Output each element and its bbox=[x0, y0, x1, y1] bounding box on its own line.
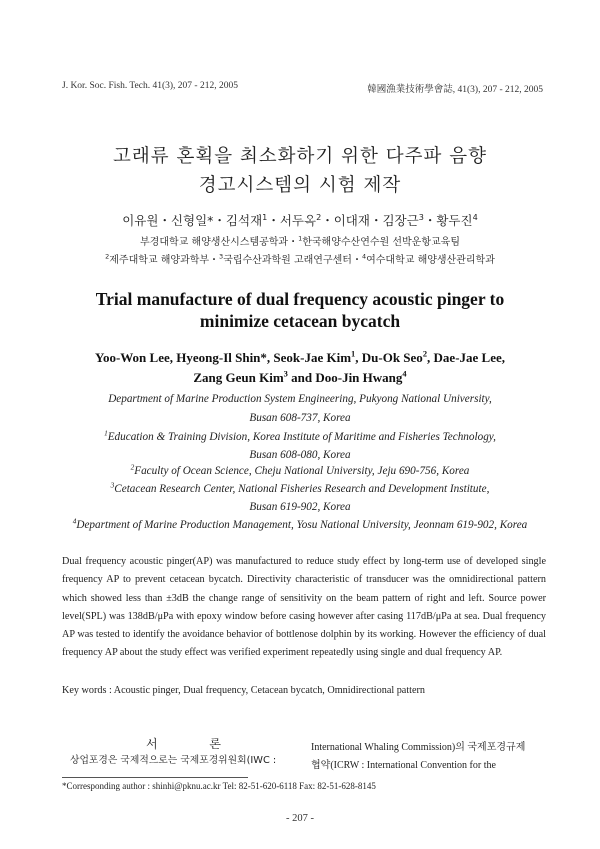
footnote: *Corresponding author : shinhi@pknu.ac.kr Tel: 82-51-620-6118 Fax: 82-51-628-8145 bbox=[62, 781, 376, 791]
affiliation-mark: 2 bbox=[316, 211, 322, 222]
affiliation-mark: 3 bbox=[110, 481, 115, 490]
keywords: Key words : Acoustic pinger, Dual frequency, Cetacean bycatch, Omnidirectional pattern bbox=[62, 685, 426, 696]
affiliation-mark: 4 bbox=[472, 211, 478, 222]
affiliation-mark: 3 bbox=[219, 252, 224, 261]
journal-header-left: J. Kor. Soc. Fish. Tech. 41(3), 207 - 212, 2005 bbox=[62, 81, 238, 91]
english-authors-line1 bbox=[0, 350, 600, 366]
english-author-text: Zang Geun Kim bbox=[193, 370, 284, 385]
korean-author-text: ・이대재・김장근 bbox=[321, 213, 419, 228]
korean-affiliation-line1 bbox=[0, 233, 600, 248]
affiliation-text: Faculty of Ocean Science, Cheju National University, Jeju 690-756, Korea bbox=[134, 465, 470, 477]
affiliation-0-line1: Department of Marine Production System Engineering, Pukyong National University, bbox=[108, 393, 492, 405]
korean-aff-text: 국립수산과학원 고래연구센터・ bbox=[223, 255, 362, 266]
body-text-right-line2: 협약(ICRW : International Convention for the bbox=[311, 760, 496, 771]
korean-aff-text: 여수대학교 해양생산관리학과 bbox=[366, 255, 495, 266]
affiliation-text: Department of Marine Production Management, Yosu National University, Jeonnam 619-902, Korea bbox=[76, 519, 528, 531]
korean-title-line2: 경고시스템의 시험 제작 bbox=[198, 175, 402, 196]
korean-aff-text: 부경대학교 해양생산시스템공학과・ bbox=[140, 237, 299, 248]
korean-authors bbox=[0, 211, 600, 229]
affiliation-text: Education & Training Division, Korea Institute of Maritime and Fisheries Technology, bbox=[107, 431, 496, 443]
affiliation-text: Cetacean Research Center, National Fisheries Research and Development Institute, bbox=[114, 483, 490, 495]
affiliation-1-line1 bbox=[0, 431, 600, 443]
english-author-text: Yoo-Won Lee, Hyeong-Il Shin*, Seok-Jae Kim bbox=[95, 350, 352, 365]
affiliation-3-line2: Busan 619-902, Korea bbox=[249, 501, 351, 513]
korean-author-text: 이유원・신형일*・김석재 bbox=[122, 213, 263, 228]
abstract: Dual frequency acoustic pinger(AP) was manufactured to reduce study effect by long-term use of developed single frequency AP to prevent cetacean bycatch. Directivity characteristic of transducer was the omnidirectional pattern which showed less than ±3dB the change range of sensitivity on the beam pattern of right and left. Source power level(SPL) was 138dB/μPa with epoxy window before casing however after casing 117dB/μPa at sea. Dual frequency AP was tested to identify the avoidance behavior of bottlenose dolphin by its working. However the efficiency of dual frequency AP about the study effect was verified experiment repeatedly using single and dual frequency AP. bbox=[62, 556, 546, 659]
affiliation-mark: 4 bbox=[72, 517, 77, 526]
affiliation-3-line1 bbox=[0, 483, 600, 495]
affiliation-0-line2: Busan 608-737, Korea bbox=[249, 412, 351, 424]
korean-author-text: ・서두옥 bbox=[267, 213, 317, 228]
english-author-text: , Dae-Jae Lee, bbox=[427, 350, 505, 365]
affiliation-mark: 4 bbox=[361, 252, 367, 261]
affiliation-mark: 1 bbox=[262, 211, 268, 222]
journal-header-right: 韓國漁業技術學會誌, 41(3), 207 - 212, 2005 bbox=[367, 85, 543, 95]
affiliation-1-line2: Busan 608-080, Korea bbox=[249, 449, 351, 461]
affiliation-mark: 4 bbox=[402, 368, 407, 379]
english-title-line1: Trial manufacture of dual frequency acoustic pinger to bbox=[95, 289, 505, 309]
korean-title-line1: 고래류 혼획을 최소화하기 위한 다주파 음향 bbox=[112, 146, 488, 167]
affiliation-mark: 2 bbox=[105, 252, 110, 261]
affiliation-mark: 1 bbox=[351, 348, 356, 359]
affiliation-mark: 3 bbox=[283, 368, 288, 379]
body-text-right-line1: International Whaling Commission)의 국제포경규제 bbox=[311, 742, 526, 753]
korean-aff-text: 한국해양수산연수원 선박운항교육팀 bbox=[302, 237, 460, 248]
korean-aff-text: 제주대학교 해양과학부・ bbox=[109, 255, 220, 266]
affiliation-mark: 1 bbox=[298, 234, 303, 243]
affiliation-mark: 2 bbox=[130, 463, 135, 472]
affiliation-mark: 2 bbox=[422, 348, 428, 359]
affiliation-mark: 1 bbox=[104, 429, 108, 438]
english-author-text: and Doo-Jin Hwang bbox=[287, 370, 403, 385]
page-number: - 207 - bbox=[286, 813, 314, 824]
footnote-rule bbox=[62, 777, 248, 778]
section-heading: 서 론 bbox=[146, 737, 245, 751]
affiliation-mark: 3 bbox=[418, 211, 424, 222]
affiliation-2-line1 bbox=[0, 465, 600, 477]
english-title-line2: minimize cetacean bycatch bbox=[199, 311, 401, 331]
english-author-text: , Du-Ok Seo bbox=[355, 350, 423, 365]
body-text-left: 상업포경은 국제적으로는 국제포경위원회(IWC : bbox=[70, 755, 277, 766]
korean-affiliation-line2 bbox=[0, 251, 600, 266]
korean-author-text: ・황두진 bbox=[423, 213, 473, 228]
english-authors-line2 bbox=[0, 370, 600, 386]
affiliation-4-line1 bbox=[0, 519, 600, 531]
